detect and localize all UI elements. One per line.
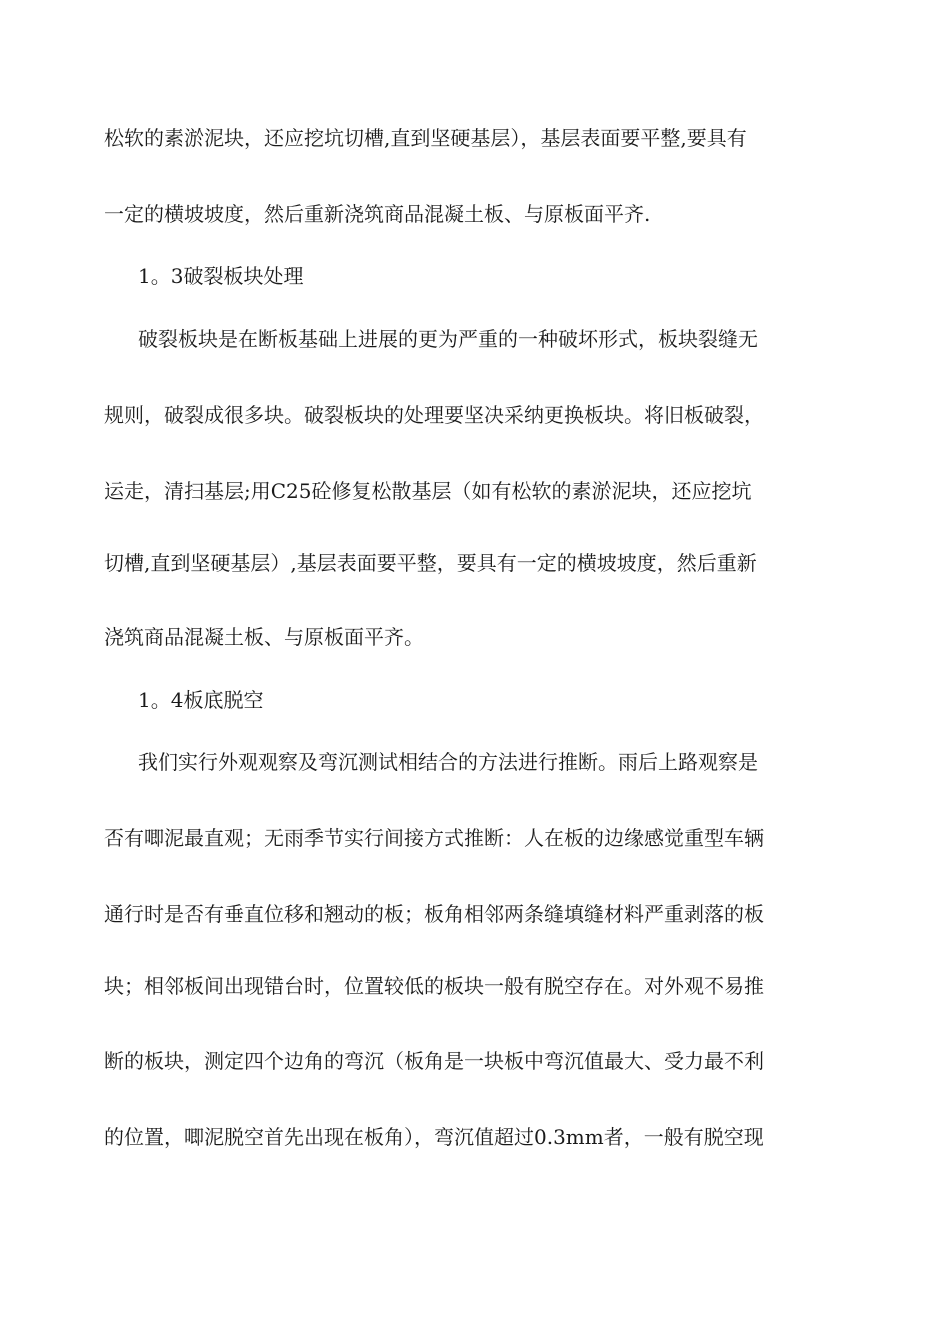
paragraph-line: 松软的素淤泥块，还应挖坑切槽,直到坚硬基层），基层表面要平整,要具有	[104, 126, 747, 150]
paragraph-line: 通行时是否有垂直位移和翘动的板；板角相邻两条缝填缝材料严重剥落的板	[104, 902, 764, 926]
paragraph-line: 破裂板块是在断板基础上进展的更为严重的一种破坏形式，板块裂缝无	[138, 327, 758, 351]
paragraph-line: 一定的横坡坡度，然后重新浇筑商品混凝土板、与原板面平齐.	[104, 202, 651, 226]
paragraph-line: 规则，破裂成很多块。破裂板块的处理要坚决采纳更换板块。将旧板破裂，	[104, 403, 764, 427]
paragraph-line: 浇筑商品混凝土板、与原板面平齐。	[104, 625, 424, 649]
paragraph-line: 块；相邻板间出现错台时，位置较低的板块一般有脱空存在。对外观不易推	[104, 974, 764, 998]
section-heading: 1。3破裂板块处理	[138, 264, 304, 288]
paragraph-line: 的位置，唧泥脱空首先出现在板角），弯沉值超过0.3mm者，一般有脱空现	[104, 1125, 764, 1149]
paragraph-line: 运走，清扫基层;用C25砼修复松散基层（如有松软的素淤泥块，还应挖坑	[104, 479, 752, 503]
paragraph-line: 否有唧泥最直观；无雨季节实行间接方式推断：人在板的边缘感觉重型车辆	[104, 826, 764, 850]
paragraph-line: 我们实行外观观察及弯沉测试相结合的方法进行推断。雨后上路观察是	[138, 750, 758, 774]
paragraph-line: 切槽,直到坚硬基层）,基层表面要平整，要具有一定的横坡坡度，然后重新	[104, 551, 757, 575]
paragraph-line: 断的板块，测定四个边角的弯沉（板角是一块板中弯沉值最大、受力最不利	[104, 1049, 764, 1073]
section-heading: 1。4板底脱空	[138, 688, 264, 712]
